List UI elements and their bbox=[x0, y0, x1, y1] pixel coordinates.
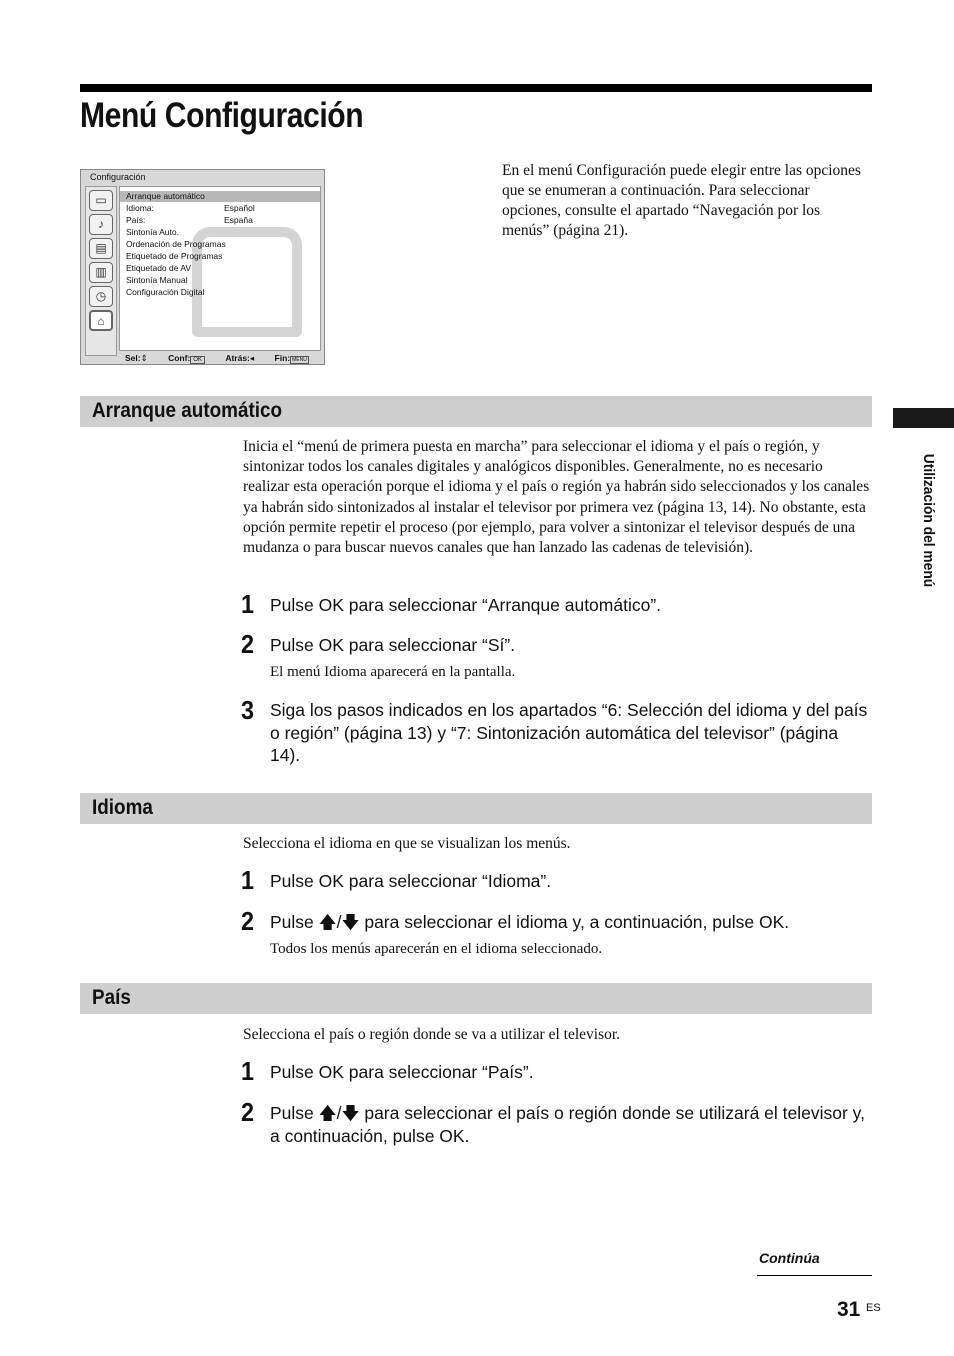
menu-item-etiquetado-av: Etiquetado de AV bbox=[126, 263, 192, 273]
step-number: 2 bbox=[241, 1097, 255, 1127]
title-rule bbox=[80, 84, 872, 92]
step-text: Pulse OK para seleccionar “País”. bbox=[270, 1062, 534, 1082]
step-text: Siga los pasos indicados en los apartados “6: Selección del idioma y del país o región” (página 13) y “7: Sintonización automática del televisor” (página 14). bbox=[270, 700, 868, 765]
section-arranque-header bbox=[80, 396, 872, 427]
section-title: País bbox=[92, 986, 131, 1009]
section-idioma-header bbox=[80, 793, 872, 824]
sound-icon: ♪ bbox=[89, 214, 113, 235]
page-title: Menú Configuración bbox=[80, 96, 364, 135]
screen-icon: ▤ bbox=[89, 238, 113, 259]
menu-value-pais: España bbox=[224, 215, 253, 225]
menu-item-configuracion-digital: Configuración Digital bbox=[126, 287, 205, 297]
step-number: 1 bbox=[241, 865, 255, 895]
menu-item-sintonia-manual: Sintonía Manual bbox=[126, 275, 188, 285]
menu-screenshot bbox=[80, 169, 325, 365]
step-text: Pulse OK para seleccionar “Sí”. bbox=[270, 635, 516, 655]
step-number: 3 bbox=[241, 695, 255, 725]
step-number: 1 bbox=[241, 1056, 255, 1086]
page-number: 31 bbox=[837, 1298, 861, 1321]
section-pais-header bbox=[80, 983, 872, 1014]
back-arrow-icon: ◂ bbox=[249, 353, 255, 363]
section-title: Arranque automático bbox=[92, 399, 283, 422]
menu-item-sintonia-auto: Sintonía Auto. bbox=[126, 227, 179, 237]
up-down-icon: ⇕ bbox=[140, 353, 148, 363]
step-text: Pulse 🡅/🡇 para seleccionar el país o región donde se utilizará el televisor y, a continuación, pulse OK. bbox=[270, 1103, 865, 1146]
picture-icon: ▭ bbox=[89, 190, 113, 211]
section-arranque-body: Inicia el “menú de primera puesta en marcha” para seleccionar el idioma y el país o región, y sintonizar todos los canales digitales y analógicos disponibles. Generalmente, no es necesario realizar esta operación porque el idioma y el país o región ya habrán sido seleccionados y los canales ya habrán sido sintonizados al instalar el televisor por primera vez (página 13, 14). No obstante, esta opción permite repetir el proceso (por ejemplo, para volver a sintonizar el televisor después de una mudanza o para buscar nuevos canales que han lanzado las cadenas de televisión). bbox=[243, 438, 870, 557]
menu-list bbox=[119, 186, 321, 351]
step-number: 2 bbox=[241, 906, 255, 936]
continua-label: Continúa bbox=[759, 1250, 820, 1266]
menu-item-idioma: Idioma: Español bbox=[126, 203, 255, 213]
setup-toolbox-icon: ⌂ bbox=[89, 310, 113, 331]
step-text: Pulse 🡅/🡇 para seleccionar el idioma y, a continuación, pulse OK. bbox=[270, 912, 790, 932]
menu-item-pais: País: España bbox=[126, 215, 253, 225]
side-tab-label: Utilización del menú bbox=[920, 453, 937, 588]
section-title: Idioma bbox=[92, 796, 153, 819]
menu-item-etiquetado-programas: Etiquetado de Programas bbox=[126, 251, 223, 261]
menu-value-idioma: Español bbox=[224, 203, 255, 213]
section-pais-body: Selecciona el país o región donde se va a utilizar el televisor. bbox=[243, 1026, 621, 1043]
menu-item-ordenacion: Ordenación de Programas bbox=[126, 239, 226, 249]
section-idioma-body: Selecciona el idioma en que se visualizan los menús. bbox=[243, 835, 571, 852]
menu-header: Configuración bbox=[90, 172, 146, 182]
step-number: 2 bbox=[241, 629, 255, 659]
continua-rule bbox=[757, 1275, 872, 1276]
menu-item-arranque: Arranque automático bbox=[120, 191, 320, 202]
page-language: ES bbox=[866, 1302, 881, 1314]
step-note: El menú Idioma aparecerá en la pantalla. bbox=[270, 664, 516, 680]
step-number: 1 bbox=[241, 589, 255, 619]
step-text: Pulse OK para seleccionar “Idioma”. bbox=[270, 871, 552, 891]
timer-icon: ◷ bbox=[89, 286, 113, 307]
menu-icon-column bbox=[85, 186, 117, 356]
side-tab-marker bbox=[893, 408, 954, 428]
intro-paragraph: En el menú Configuración puede elegir entre las opciones que se enumeran a continuación. Para seleccionar opciones, consulte el apartado “Navegación por los menús” (página 21). bbox=[502, 162, 861, 239]
features-icon: ▥ bbox=[89, 262, 113, 283]
menu-footer: Sel:⇕ Conf: OK Atrás:◂ Fin: MENU bbox=[125, 353, 307, 363]
step-note: Todos los menús aparecerán en el idioma seleccionado. bbox=[270, 941, 603, 957]
step-text: Pulse OK para seleccionar “Arranque automático”. bbox=[270, 595, 662, 615]
